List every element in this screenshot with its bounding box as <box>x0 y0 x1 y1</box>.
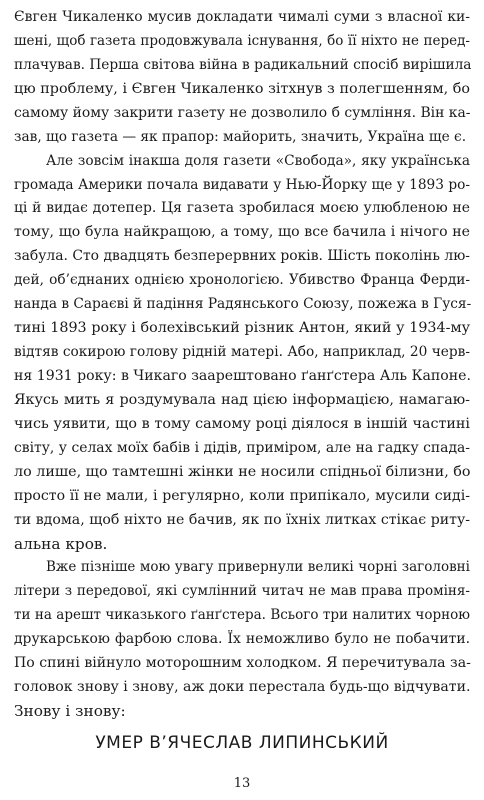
text-line: нанда в Сараєві й падіння Радянського Союзу, пожежа в Гуся- <box>14 296 472 313</box>
text-line: самому йому закрити газету не дозволило б сумління. Він ка- <box>14 104 471 121</box>
text-line: Знову і знову: <box>14 702 126 720</box>
text-line: ня 1931 року: в Чикаго заарештовано ґанґстера Аль Капоне. <box>14 368 471 384</box>
text-line: громада Америки почала видавати у Нью-Йорку ще у 1893 ро- <box>14 176 470 193</box>
text-line: друкарською фарбою слова. Їх неможливо було не побачити. <box>14 631 470 648</box>
text-line: тому, що була найкращою, а тому, що все бачила і нічого не <box>14 224 470 241</box>
text-line: тині 1893 року і болехівський різник Антон, який у 1934-му <box>14 320 470 337</box>
text-line: чись уявити, що в тому самому році діялося в іншій частині <box>14 415 470 432</box>
text-line: Євген Чикаленко мусив докладати чималі суми з власної ки- <box>14 9 470 25</box>
text-line: зав, що газета — як прапор: майорить, значить, Україна ще є. <box>14 128 467 145</box>
text-line: головок знову і знову, аж доки перестала будь-що відчувати. <box>14 679 471 696</box>
text-line: ти на арешт чиказького ґанґстера. Всього три налитих чорною <box>14 607 470 624</box>
text-line: ці й видає дотепер. Ця газета зробилася моєю улюбленою не <box>14 200 470 217</box>
page-number: 13 <box>233 776 251 791</box>
text-line: плачував. Перша світова війна в радикальний спосіб вирішила <box>14 56 472 73</box>
text-line: Вже пізніше мою увагу привернули великі чорні заголовні <box>46 559 470 576</box>
text-line: просто її не мали, і регулярно, коли припікало, мусили сиді- <box>14 487 470 504</box>
text-line: Якусь мить я роздумувала над цією інформацією, намагаю- <box>14 391 470 408</box>
text-line: альна кров. <box>14 534 108 553</box>
text-line: світу, у селах моїх бабів і дідів, приміром, але на гадку спада- <box>14 439 470 456</box>
text-line: ло лише, що тамтешні жінки не носили спідньої білизни, бо <box>14 463 471 480</box>
text-line: Але зовсім інакша доля газети «Свобода», яку українська <box>46 152 470 169</box>
text-line: відтяв сокирою голову рідній матері. Або, наприклад, 20 черв- <box>14 344 470 360</box>
text-line: По спині війнуло моторошним холодком. Я перечитувала за- <box>14 655 471 672</box>
text-line: дей, об’єднаних однією хронологією. Убивство Франца Ферди- <box>14 272 470 289</box>
text-line: забула. Сто двадцять безперервних років. Шість поколінь лю- <box>14 248 470 265</box>
text-line: цю проблему, і Євген Чикаленко зітхнув з полегшенням, бо <box>14 80 470 97</box>
text-line: шені, щоб газета продовжувала існування, бо її ніхто не перед- <box>14 32 470 49</box>
headline: УМЕР В’ЯЧЕСЛАВ ЛИПИНСЬКИЙ <box>95 733 389 753</box>
text-line: літери з передової, які сумлінний читач не мав права проміня- <box>14 583 470 600</box>
text-line: ти вдома, щоб ніхто не бачив, як по їхніх литках стікає риту- <box>14 511 470 528</box>
